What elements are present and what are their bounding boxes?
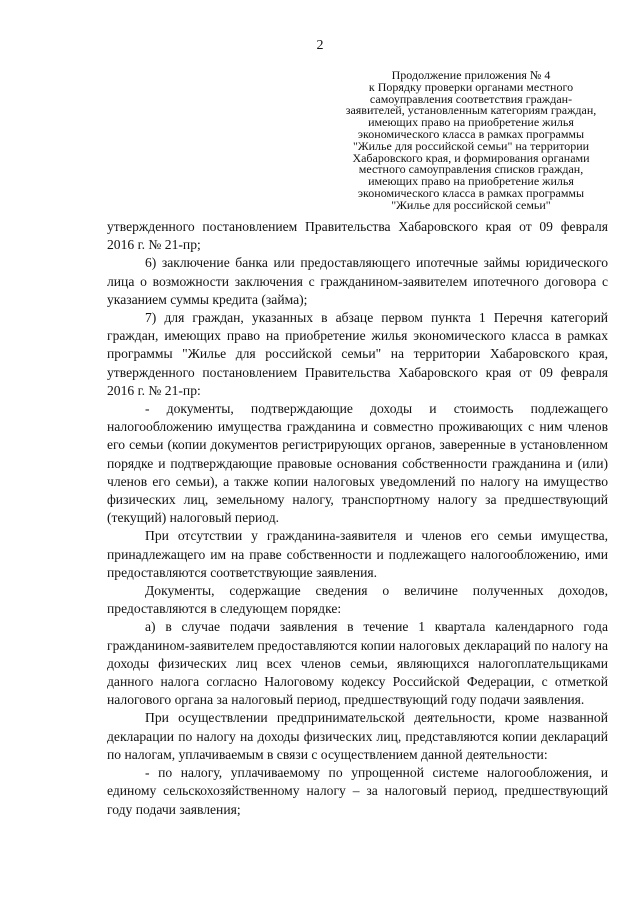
page-number: 2 xyxy=(316,38,324,53)
header-line: Продолжение приложения № 4 xyxy=(391,68,551,82)
body-paragraph: - документы, подтверждающие доходы и стоимость подлежащего налогообложению имущества гражданина и совместно проживающих с ним членов его семьи (копии документов регистрирующих органов, заверенные в установленном порядке и подтверждающие правовые основания собственности гражданина и (или) членов его семьи), а также копии налоговых уведомлений по налогу на имущество физических лиц, земельному налогу, транспортному налогу за предшествующий (текущий) налоговый период. xyxy=(107,401,608,526)
header-line: самоуправления соответствия граждан- xyxy=(369,91,573,106)
header-line: Хабаровского края, и формирования органами xyxy=(352,150,590,165)
header-line: экономического класса в рамках программы xyxy=(357,185,585,200)
body-paragraph: - по налогу, уплачиваемому по упрощенной системе налогообложения, и единому сельскохозяйственному налогу – за налоговый период, предшествующий году подачи заявления; xyxy=(107,765,608,817)
body-paragraph: 6) заключение банка или предоставляющего ипотечные займы юридического лица о возможности заключения с гражданином-заявителем ипотечного договора с указанием суммы кредита (займа); xyxy=(107,255,608,307)
body-paragraph: а) в случае подачи заявления в течение 1 квартала календарного года гражданином-заявителем предоставляются копии налоговых деклараций по налогу на доходы физических лиц всех членов семьи, являющихся налогоплательщиками данного налога согласно Налоговому кодексу Российской Федерации, с отметкой налогового органа за налоговый период, предшествующий году подачи заявления. xyxy=(107,619,608,708)
document-body xyxy=(107,218,608,819)
body-paragraph: При отсутствии у гражданина-заявителя и членов его семьи имущества, принадлежащего им на праве собственности и подлежащего налогообложению, ими предоставляются соответствующие заявления. xyxy=(107,528,608,580)
header-line: экономического класса в рамках программы xyxy=(357,126,585,141)
header-line: имеющих право на приобретение жилья xyxy=(368,115,574,130)
body-paragraph: утвержденного постановлением Правительства Хабаровского края от 09 февраля 2016 г. № 21-пр; xyxy=(107,219,608,253)
body-paragraph: 7) для граждан, указанных в абзаце первом пункта 1 Перечня категорий граждан, имеющих право на приобретение жилья экономического класса в рамках программы "Жилье для российской семьи" на территории Хабаровского края, утвержденного постановлением Правительства Хабаровского края от 09 февраля 2016 г. № 21-пр: xyxy=(107,310,608,398)
body-paragraph: Документы, содержащие сведения о величине полученных доходов, предоставляются в следующем порядке: xyxy=(107,583,608,617)
appendix-header xyxy=(340,70,602,212)
header-line: местного самоуправления списков граждан, xyxy=(358,162,584,177)
body-paragraph: При осуществлении предпринимательской деятельности, кроме названной декларации по налогу на доходы физических лиц, представляются копии деклараций по налогам, уплачиваемым в связи с осуществлением данной деятельности: xyxy=(107,710,608,762)
header-line: имеющих право на приобретение жилья xyxy=(368,174,574,189)
header-line: к Порядку проверки органами местного xyxy=(368,79,574,94)
header-line: "Жилье для российской семьи" на территории xyxy=(352,138,590,153)
header-line: "Жилье для российской семьи" xyxy=(391,197,551,212)
header-line: заявителей, установленным категориям граждан, xyxy=(345,103,597,118)
